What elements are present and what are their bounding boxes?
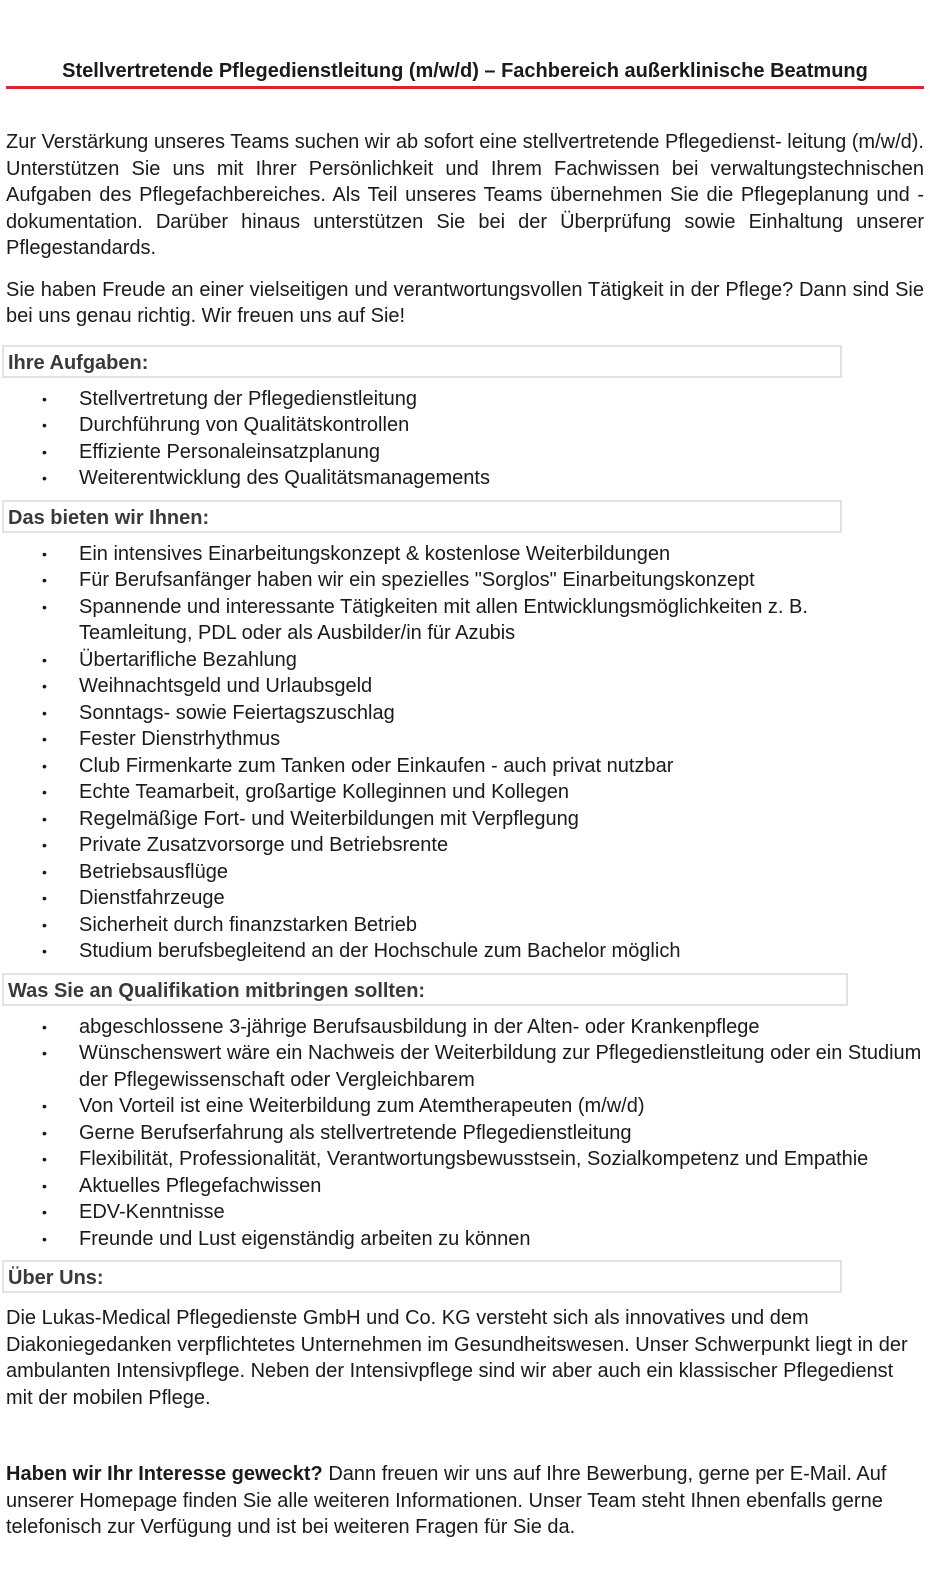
bullet-icon: • bbox=[42, 545, 47, 562]
section-heading-offer bbox=[2, 500, 842, 533]
list-item bbox=[6, 594, 924, 647]
offer-list bbox=[6, 541, 924, 965]
list-item bbox=[6, 885, 924, 912]
list-item-text: Stellvertretung der Pflegedienstleitung bbox=[79, 387, 417, 410]
list-item-text: EDV-Kenntnisse bbox=[79, 1201, 225, 1223]
bullet-icon: • bbox=[42, 943, 47, 959]
list-item bbox=[6, 806, 924, 833]
list-item-text: Von Vorteil ist eine Weiterbildung zum Atemtherapeuten (m/w/d) bbox=[79, 1095, 645, 1117]
list-item bbox=[6, 647, 924, 674]
list-item-text: Wünschenswert wäre ein Nachweis der Weiterbildung zur Pflegedienstleitung oder ein Studium der Pflegewissenschaft oder Vergleichbarem bbox=[79, 1042, 922, 1091]
bullet-icon: • bbox=[42, 1204, 47, 1220]
list-item bbox=[6, 1093, 924, 1120]
bullet-icon: • bbox=[42, 863, 47, 880]
list-item bbox=[6, 1146, 924, 1173]
closing-lead: Haben wir Ihr Interesse geweckt? bbox=[6, 1463, 323, 1485]
list-item-text: Sonntags- sowie Feiertagszuschlag bbox=[79, 701, 395, 724]
bullet-icon: • bbox=[42, 417, 47, 433]
list-item-text: Für Berufsanfänger haben wir ein spezielles "Sorglos" Einarbeitungskonzept bbox=[79, 569, 755, 591]
bullet-icon: • bbox=[42, 1151, 47, 1167]
about-paragraph: Die Lukas-Medical Pflegedienste GmbH und Co. KG versteht sich als innovatives und dem Diakoniegedanken verpflichtetes Unternehmen im Gesundheitswesen. Unser Schwerpunkt liegt in der ambulanten Intensivpflege. Neben der Intensivpflege sind wir aber auch ein klassischer Pflegedienst mit der mobilen Pflege. bbox=[6, 1307, 908, 1409]
bullet-icon: • bbox=[42, 757, 47, 774]
list-item bbox=[6, 832, 924, 859]
list-item-text: Flexibilität, Professionalität, Verantwortungsbewusstsein, Sozialkompetenz und Empathie bbox=[79, 1148, 869, 1170]
section-heading-qualification bbox=[2, 973, 848, 1006]
list-item bbox=[6, 1226, 924, 1253]
bullet-icon: • bbox=[42, 1124, 47, 1141]
list-item bbox=[6, 753, 924, 780]
list-item-text: Weihnachtsgeld und Urlaubsgeld bbox=[79, 675, 373, 697]
bullet-icon: • bbox=[42, 1177, 47, 1194]
bullet-icon: • bbox=[42, 651, 47, 668]
list-item bbox=[6, 938, 924, 965]
bullet-icon: • bbox=[42, 837, 47, 853]
qualification-list bbox=[6, 1014, 924, 1253]
list-item bbox=[6, 1014, 924, 1041]
list-item bbox=[6, 779, 924, 806]
list-item bbox=[6, 412, 924, 439]
list-item-text: Dienstfahrzeuge bbox=[79, 887, 225, 909]
bullet-icon: • bbox=[42, 890, 47, 906]
section-heading-about bbox=[2, 1260, 842, 1293]
list-item-text: Betriebsausflüge bbox=[79, 860, 228, 883]
section-heading-tasks bbox=[2, 345, 842, 378]
list-item-text: Echte Teamarbeit, großartige Kolleginnen und Kollegen bbox=[79, 781, 569, 803]
list-item bbox=[6, 439, 924, 466]
bullet-icon: • bbox=[42, 678, 47, 694]
title-divider bbox=[6, 86, 924, 89]
section-heading-label: Über Uns: bbox=[8, 1267, 104, 1289]
bullet-icon: • bbox=[42, 443, 47, 460]
list-item bbox=[6, 1173, 924, 1200]
bullet-icon: • bbox=[42, 1230, 47, 1247]
list-item-text: abgeschlossene 3-jährige Berufsausbildung in der Alten- oder Krankenpflege bbox=[79, 1015, 760, 1038]
bullet-icon: • bbox=[42, 598, 47, 615]
list-item bbox=[6, 541, 924, 568]
list-item bbox=[6, 1199, 924, 1226]
list-item-text: Weiterentwicklung des Qualitätsmanagements bbox=[79, 467, 490, 489]
list-item bbox=[6, 567, 924, 594]
list-item-text: Übertarifliche Bezahlung bbox=[79, 648, 297, 671]
intro-paragraph: Sie haben Freude an einer vielseitigen und verantwortungsvollen Tätigkeit in der Pflege? Dann sind Sie bei uns genau richtig. Wir freuen uns auf Sie! bbox=[6, 278, 924, 327]
list-item-text: Sicherheit durch finanzstarken Betrieb bbox=[79, 913, 417, 936]
list-item bbox=[6, 673, 924, 700]
bullet-icon: • bbox=[42, 731, 47, 747]
bullet-icon: • bbox=[42, 704, 47, 721]
bullet-icon: • bbox=[42, 784, 47, 800]
bullet-icon: • bbox=[42, 1018, 47, 1035]
list-item-text: Freunde und Lust eigenständig arbeiten zu können bbox=[79, 1227, 531, 1250]
section-heading-label: Das bieten wir Ihnen: bbox=[8, 506, 210, 529]
list-item-text: Effiziente Personaleinsatzplanung bbox=[79, 440, 380, 463]
bullet-icon: • bbox=[42, 390, 47, 407]
list-item-text: Spannende und interessante Tätigkeiten mit allen Entwicklungsmöglichkeiten z. B. Teamleitung, PDL oder als Ausbilder/in für Azubis bbox=[79, 595, 808, 644]
bullet-icon: • bbox=[42, 1098, 47, 1114]
section-heading-label: Was Sie an Qualifikation mitbringen sollten: bbox=[8, 979, 426, 1002]
bullet-icon: • bbox=[42, 916, 47, 933]
list-item-text: Ein intensives Einarbeitungskonzept & kostenlose Weiterbildungen bbox=[79, 542, 671, 565]
list-item bbox=[6, 726, 924, 753]
list-item-text: Private Zusatzvorsorge und Betriebsrente bbox=[79, 834, 449, 856]
list-item bbox=[6, 1040, 924, 1093]
list-item-text: Regelmäßige Fort- und Weiterbildungen mit Verpflegung bbox=[79, 807, 579, 830]
closing-text: Dann freuen wir uns auf Ihre Bewerbung, gerne per E-Mail. Auf unserer Homepage finden Sie alle weiteren Informationen. Unser Team steht Ihnen ebenfalls gerne telefonisch zur Verfügung und ist bei weiteren Fragen für Sie da. bbox=[6, 1463, 887, 1538]
list-item bbox=[6, 912, 924, 939]
intro-paragraph: Zur Verstärkung unseres Teams suchen wir ab sofort eine stellvertretende Pflegedienst- leitung (m/w/d). Unterstützen Sie uns mit Ihrer Persönlichkeit und Ihrem Fachwissen bei verwaltungstechnischen Aufgaben des Pflegefachbereiches. Als Teil unseres Teams übernehmen Sie die Pflegeplanung und -dokumentation. Darüber hinaus unterstützen Sie bei der Überprüfung sowie Einhaltung unserer Pflegestandards. bbox=[6, 131, 924, 259]
list-item-text: Studium berufsbegleitend an der Hochschule zum Bachelor möglich bbox=[79, 940, 681, 962]
list-item-text: Club Firmenkarte zum Tanken oder Einkaufen - auch privat nutzbar bbox=[79, 754, 674, 777]
closing-paragraph bbox=[6, 1461, 924, 1541]
list-item-text: Aktuelles Pflegefachwissen bbox=[79, 1174, 322, 1197]
page-title: Stellvertretende Pflegedienstleitung (m/w/d) – Fachbereich außerklinische Beatmung bbox=[62, 60, 868, 82]
list-item-text: Fester Dienstrhythmus bbox=[79, 728, 281, 750]
list-item bbox=[6, 465, 924, 492]
list-item bbox=[6, 1120, 924, 1147]
list-item-text: Durchführung von Qualitätskontrollen bbox=[79, 414, 410, 436]
list-item bbox=[6, 859, 924, 886]
section-heading-label: Ihre Aufgaben: bbox=[8, 351, 149, 374]
list-item bbox=[6, 386, 924, 413]
list-item bbox=[6, 700, 924, 727]
bullet-icon: • bbox=[42, 572, 47, 588]
document-body bbox=[6, 129, 924, 1556]
bullet-icon: • bbox=[42, 810, 47, 827]
bullet-icon: • bbox=[42, 1045, 47, 1061]
bullet-icon: • bbox=[42, 470, 47, 486]
tasks-list bbox=[6, 386, 924, 492]
list-item-text: Gerne Berufserfahrung als stellvertretende Pflegedienstleitung bbox=[79, 1121, 632, 1144]
